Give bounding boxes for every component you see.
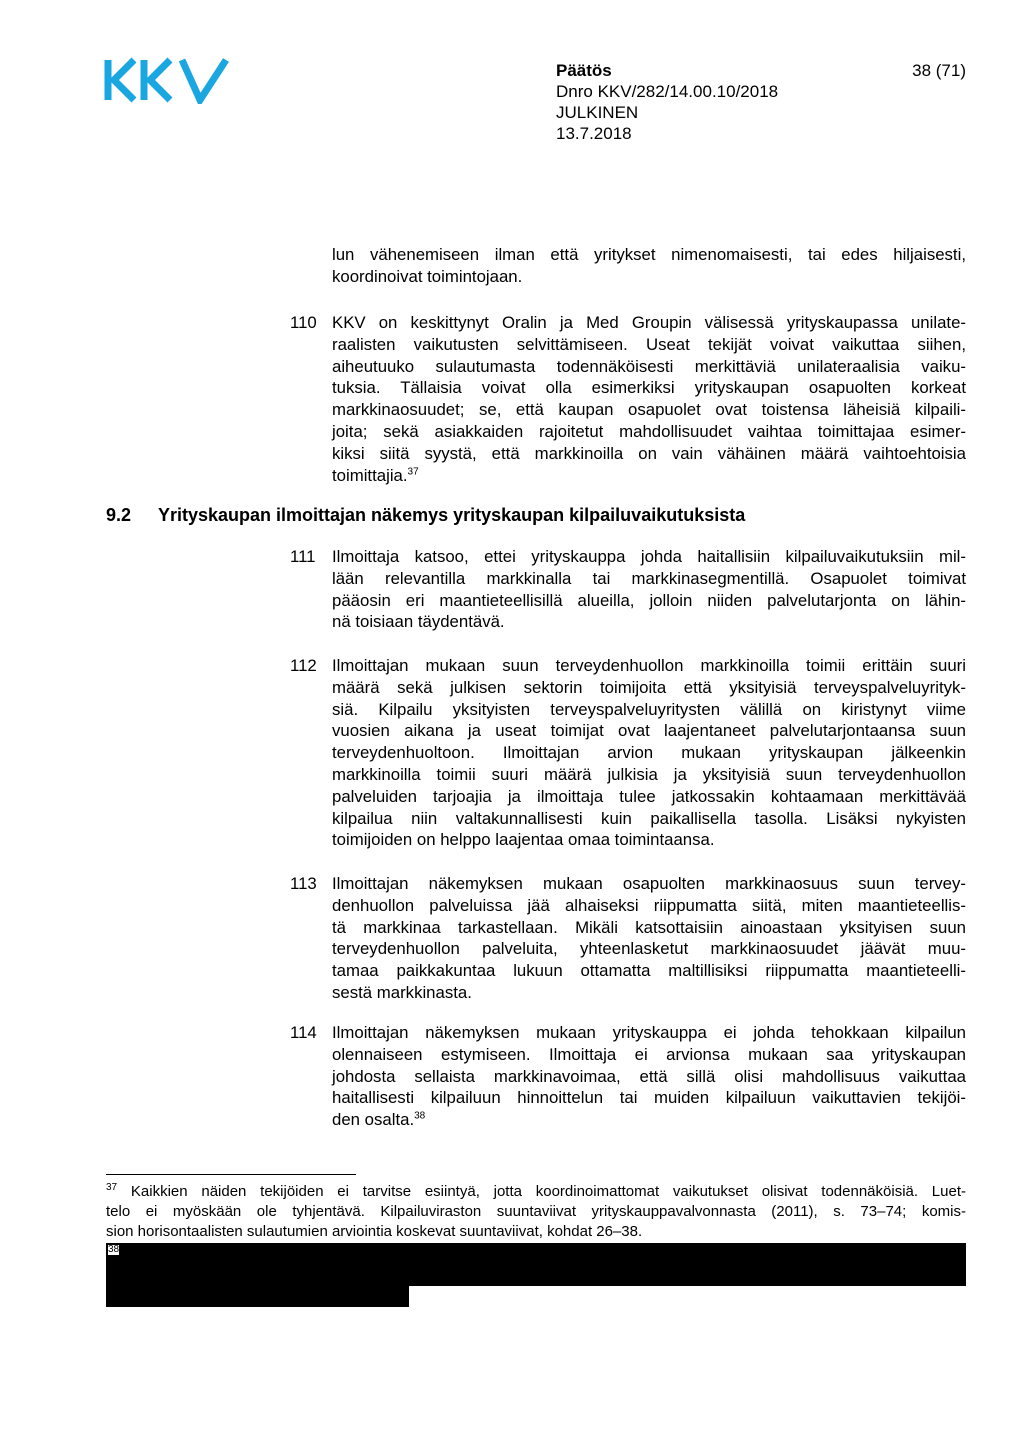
paragraph-line: joita; sekä asiakkaiden rajoitetut mahdollisuudet vaihtaa toimittajaa esimer- (332, 421, 966, 441)
document-type: Päätös (556, 61, 612, 80)
document-date: 13.7.2018 (556, 124, 632, 143)
paragraph-line: siä. Kilpailu yksityisten terveyspalveluyritysten välillä on kiristynyt viime (332, 699, 966, 719)
paragraph-line: haitallisesti kilpailuun hinnoittelun tai muiden kilpailuun vaikuttavien tekijöi- (332, 1088, 966, 1108)
paragraph-line: markkinaosuudet; se, että kaupan osapuolet ovat toistensa läheisiä kilpaili- (332, 400, 966, 420)
paragraph-line: Ilmoittajan näkemyksen mukaan yrityskauppa ei johda tehokkaan kilpailun (332, 1023, 966, 1042)
footnote-divider (106, 1174, 356, 1175)
footnote-37 (106, 1182, 966, 1202)
paragraph-114 (290, 1022, 966, 1131)
footnote-line: sion horisontaalisten sulautumien arviointia koskevat suuntaviivat, kohdat 26–38. (106, 1223, 643, 1240)
kkv-logo-icon (104, 56, 232, 104)
paragraph-number: 111 (290, 547, 316, 566)
footnote-line: telo ei myöskään ole tyhjentävä. Kilpailuviraston suuntaviivat yrityskauppavalvonnasta (2011), s. 73–74; komis- (106, 1203, 966, 1220)
paragraph-line: markkinoilla toimii suuri määrä julkisia ja yksityisiä suun terveydenhuollon (332, 764, 966, 784)
paragraph-line: terveydenhuoltoon. Ilmoittajan arvion mukaan yrityskaupan jälkeenkin (332, 743, 966, 763)
paragraph-line: tä markkinaa tarkastellaan. Mikäli katsottaisiin ainoastaan yksityisen suun (332, 917, 966, 937)
paragraph-line: lun vähenemiseen ilman että yritykset nimenomaisesti, tai edes hiljaisesti, (332, 245, 966, 264)
paragraph-line: toimijoiden on helppo laajentaa omaa toimintaansa. (332, 830, 715, 850)
paragraph-line: palveluiden tarjoajia ja ilmoittaja tulee jatkossakin kohtaamaan merkittävää (332, 786, 966, 806)
paragraph-line: denhuollon palveluissa jää alhaiseksi riippumatta siitä, miten maantieteellis- (332, 895, 966, 915)
paragraph-line: kiksi siitä syystä, että markkinoilla on vain vähäinen määrä vaihtoehtoisia (332, 443, 966, 463)
paragraph-line: johdosta sellaista markkinavoimaa, että sillä olisi mahdollisuus vaikuttaa (332, 1066, 966, 1086)
dnro: Dnro KKV/282/14.00.10/2018 (556, 82, 779, 101)
paragraph-line: tamaa paikkakuntaa lukuun ottamatta maltillisiksi riippumatta maantieteelli- (332, 961, 966, 981)
paragraph-line: Ilmoittajan mukaan suun terveydenhuollon markkinoilla toimii erittäin suuri (332, 656, 966, 675)
footnotes (106, 1182, 966, 1242)
continuation-paragraph (290, 244, 966, 288)
section-title: Yrityskaupan ilmoittajan näkemys yrityskaupan kilpailuvaikutuksista (158, 505, 746, 525)
paragraph-line: tuksia. Tällaisia voivat olla esimerkiksi yrityskaupan osapuolten korkeat (332, 378, 966, 398)
footnote-ref-38[interactable]: 38 (414, 1110, 426, 1122)
section-heading (106, 504, 745, 526)
paragraph-line: vuosien aikana ja useat toimijat ovat laajentaneet palvelutarjontaansa suun (332, 721, 966, 741)
paragraph-113 (290, 873, 966, 1004)
paragraph-line: raalisten vaikutusten selvittämiseen. Useat tekijät voivat vaikuttaa siihen, (332, 334, 966, 354)
paragraph-line: nä toisiaan täydentävä. (332, 612, 505, 632)
paragraph-line: määrä sekä julkisen sektorin toimijoita että yksityisiä terveyspalveluyrityk- (332, 677, 966, 697)
paragraph-112 (290, 655, 966, 851)
paragraph-number: 110 (290, 313, 317, 332)
document-header (556, 60, 966, 144)
redaction-block (106, 1284, 409, 1307)
paragraph-line: kilpailua niin valtakunnallisesti kuin paikallisella tasolla. Lisäksi nykyisten (332, 808, 966, 828)
paragraph-111 (290, 546, 966, 633)
section-number: 9.2 (106, 505, 132, 525)
paragraph-line: aiheutuuko sulautumasta todennäköisesti merkittäviä unilateraalisia vaiku- (332, 356, 966, 376)
paragraph-line: Ilmoittaja katsoo, ettei yrityskauppa johda haitallisiin kilpailuvaikutuksiin mil- (332, 547, 966, 566)
paragraph-line: Ilmoittajan näkemyksen mukaan osapuolten markkinaosuus suun tervey- (332, 874, 966, 893)
paragraph-line: den osalta. (332, 1110, 415, 1130)
paragraph-line: KKV on keskittynyt Oralin ja Med Groupin välisessä yrityskaupassa unilate- (332, 313, 966, 332)
footnote-38-number: 38 (108, 1244, 120, 1255)
paragraph-number: 114 (290, 1023, 317, 1042)
footnote-ref-37[interactable]: 37 (407, 465, 419, 477)
paragraph-number: 113 (290, 874, 317, 893)
paragraph-line: pääosin eri maantieteellisillä alueilla, jolloin niiden palvelutarjonta on lähin- (332, 590, 966, 610)
paragraph-line: lään relevantilla markkinalla tai markkinasegmentillä. Osapuolet toimivat (332, 568, 966, 588)
paragraph-line: koordinoivat toimintojaan. (332, 266, 523, 286)
visibility-label: JULKINEN (556, 103, 639, 122)
paragraph-line: olennaiseen estymiseen. Ilmoittaja ei arvionsa mukaan saa yrityskaupan (332, 1044, 966, 1064)
paragraph-number: 112 (290, 656, 317, 675)
paragraph-110 (290, 312, 966, 486)
redaction-block (106, 1243, 966, 1286)
footnote-number: 37 (106, 1182, 118, 1193)
paragraph-line: toimittajia. (332, 465, 408, 485)
paragraph-line: sestä markkinasta. (332, 982, 472, 1002)
footnote-line: Kaikkien näiden tekijöiden ei tarvitse esiintyä, jotta koordinoimattomat vaikutukset olisivat todennäköisiä. Luet- (130, 1183, 966, 1200)
page-number: 38 (71) (912, 61, 966, 80)
paragraph-line: terveydenhuollon palveluita, yhteenlasketut markkinaosuudet jäävät muu- (332, 939, 966, 959)
